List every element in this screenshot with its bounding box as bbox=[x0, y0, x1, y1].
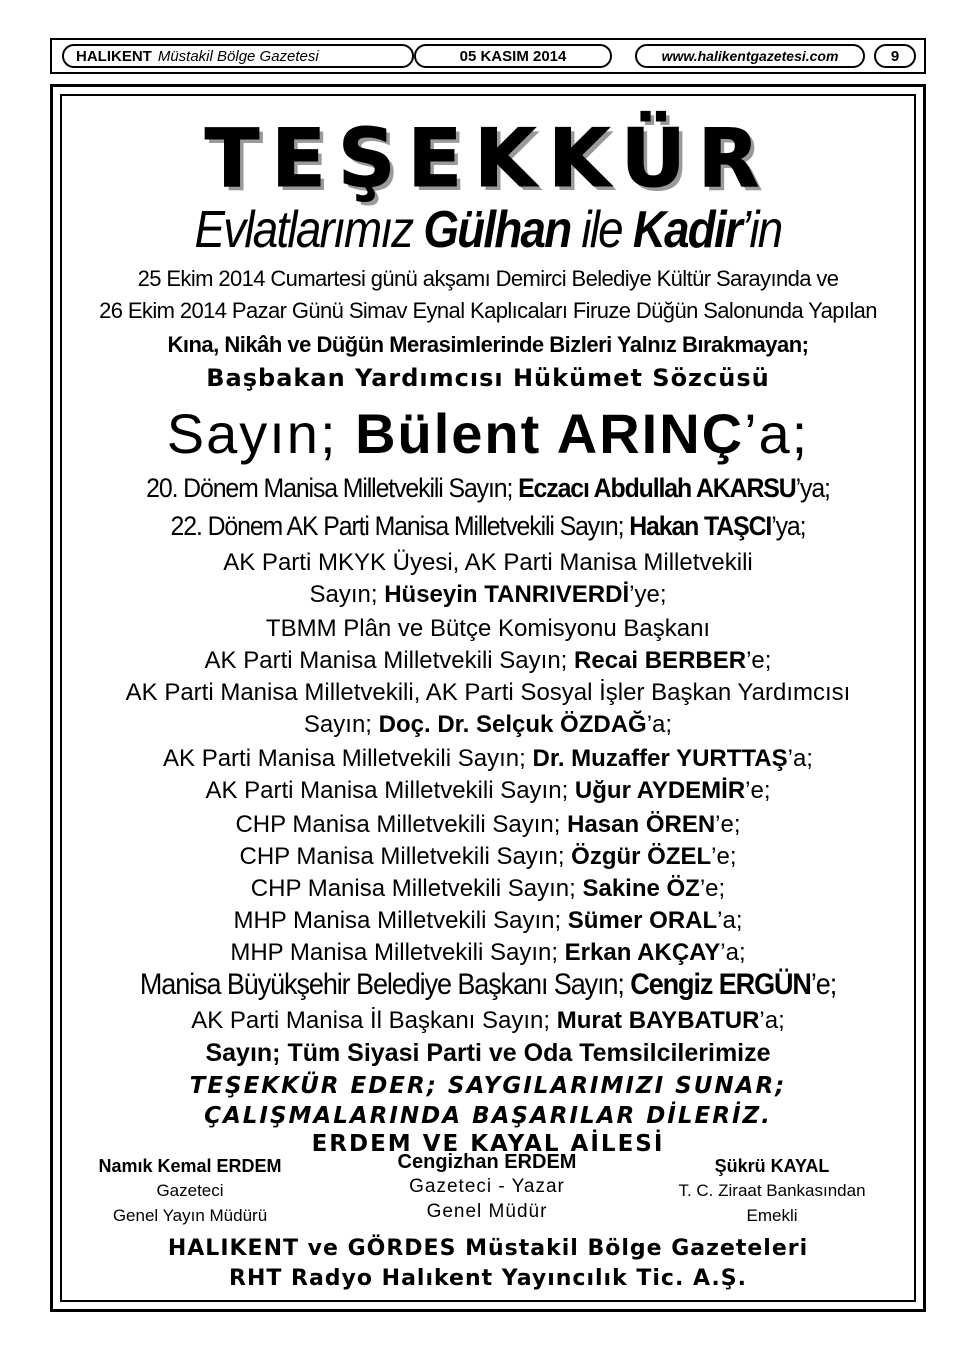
honoree-prefix: Sayın; bbox=[166, 402, 356, 465]
deputy-line-1 bbox=[96, 472, 880, 504]
mp-prefix: Sayın; bbox=[303, 711, 379, 738]
mp-name: Hasan ÖREN bbox=[567, 811, 716, 838]
intro-line-3: Kına, Nikâh ve Düğün Merasimlerinde Bizleri Yalnız Bırakmayan; bbox=[167, 332, 809, 357]
signatory-name: Namık Kemal ERDEM bbox=[98, 1156, 282, 1176]
footer-line-2: RHT Radyo Halıkent Yayıncılık Tic. A.Ş. bbox=[229, 1266, 747, 1291]
office-title: Başbakan Yardımcısı Hükümet Sözcüsü bbox=[206, 364, 770, 392]
mp-suffix: ’a; bbox=[720, 939, 746, 966]
mp-line-4 bbox=[62, 842, 914, 872]
mp-name: Erkan AKÇAY bbox=[564, 939, 721, 966]
mp-suffix: ’e; bbox=[715, 811, 741, 838]
thank-you-ad bbox=[62, 96, 914, 1300]
mp-name: Recai BERBER bbox=[574, 647, 747, 674]
provincial-prefix: AK Parti Manisa İl Başkanı Sayın; bbox=[191, 1007, 557, 1034]
footer-line-1: HALIKENT ve GÖRDES Müstakil Bölge Gazeteleri bbox=[167, 1236, 809, 1261]
mp-suffix: ’a; bbox=[646, 711, 673, 738]
subtitle-prefix: Evlatlarımız bbox=[194, 201, 424, 259]
intro-line-1: 25 Ekim 2014 Cumartesi günü akşamı Demirci Belediye Kültür Sarayında ve bbox=[137, 266, 839, 291]
mp-line-3 bbox=[62, 810, 914, 840]
main-honoree bbox=[62, 402, 914, 466]
child-name-2: Kadir bbox=[632, 201, 741, 259]
mp-prefix: AK Parti Manisa Milletvekili Sayın; bbox=[163, 745, 533, 772]
signatory-2 bbox=[357, 1150, 617, 1224]
mp-line-2 bbox=[62, 776, 914, 806]
mp-suffix: ’e; bbox=[711, 843, 737, 870]
signatory-position: Genel Müdür bbox=[426, 1201, 548, 1222]
tanriverdi-role: AK Parti MKYK Üyesi, AK Parti Manisa Milletvekili bbox=[223, 549, 753, 576]
deputy-suffix: ’ya; bbox=[795, 473, 830, 503]
signatory-title: Gazeteci - Yazar bbox=[409, 1176, 565, 1197]
newspaper-header bbox=[50, 38, 926, 74]
mp-name: Sümer ORAL bbox=[567, 907, 718, 934]
mp-suffix: ’a; bbox=[787, 745, 813, 772]
mp-line-6 bbox=[62, 906, 914, 936]
berber-role: TBMM Plân ve Bütçe Komisyonu Başkanı bbox=[265, 615, 711, 642]
thanks-line-1: TEŞEKKÜR EDER; SAYGILARIMIZI SUNAR; bbox=[189, 1073, 787, 1099]
ozdag-role: AK Parti Manisa Milletvekili, AK Parti Sosyal İşler Başkan Yardımcısı bbox=[125, 679, 851, 706]
tanriverdi-line bbox=[62, 580, 914, 610]
mp-suffix: ’e; bbox=[699, 875, 726, 902]
mp-line-7 bbox=[62, 938, 914, 968]
mayor-prefix: Manisa Büyükşehir Belediye Başkanı Sayın; bbox=[139, 968, 631, 1001]
signatory-name: Cengizhan ERDEM bbox=[397, 1151, 577, 1173]
deputy-name: Hakan TAŞCI bbox=[629, 511, 772, 541]
mp-name: Özgür ÖZEL bbox=[571, 843, 712, 870]
mp-prefix: MHP Manisa Milletvekili Sayın; bbox=[233, 907, 568, 934]
signatory-title: Gazeteci bbox=[156, 1181, 224, 1200]
mp-name: Doç. Dr. Selçuk ÖZDAĞ bbox=[378, 711, 647, 738]
website-link[interactable]: www.halikentgazetesi.com bbox=[635, 44, 865, 68]
page-number: 9 bbox=[874, 44, 916, 68]
mayor-suffix: ’e; bbox=[810, 968, 837, 1001]
mp-name: Sakine ÖZ bbox=[582, 875, 700, 902]
mp-name: Hüseyin TANRIVERDİ bbox=[384, 581, 630, 608]
provincial-suffix: ’a; bbox=[759, 1007, 785, 1034]
mp-prefix: CHP Manisa Milletvekili Sayın; bbox=[250, 875, 583, 902]
mp-suffix: ’e; bbox=[745, 777, 771, 804]
signatory-position: Genel Yayın Müdürü bbox=[112, 1206, 268, 1225]
paper-tagline: Müstakil Bölge Gazetesi bbox=[157, 47, 319, 65]
deputy-line-2 bbox=[96, 510, 880, 542]
mp-line-1 bbox=[62, 744, 914, 774]
mayor-line bbox=[105, 968, 872, 1002]
ozdag-line bbox=[62, 710, 914, 740]
mp-suffix: ’ye; bbox=[629, 581, 667, 608]
ad-title: TEŞEKKÜR bbox=[204, 112, 772, 205]
signatory-position: Emekli bbox=[746, 1206, 798, 1225]
all-representatives-line: Sayın; Tüm Siyasi Parti ve Oda Temsilcilerimize bbox=[205, 1039, 771, 1067]
subtitle-suffix: ’in bbox=[740, 201, 782, 259]
mp-suffix: ’a; bbox=[717, 907, 743, 934]
mp-prefix: Sayın; bbox=[309, 581, 385, 608]
signatory-name: Şükrü KAYAL bbox=[714, 1156, 830, 1176]
mp-name: Dr. Muzaffer YURTTAŞ bbox=[532, 745, 788, 772]
honoree-name: Bülent ARINÇ bbox=[355, 402, 745, 465]
signatory-1 bbox=[60, 1154, 320, 1228]
intro-line-2: 26 Ekim 2014 Pazar Günü Simav Eynal Kaplıcaları Firuze Düğün Salonunda Yapılan bbox=[99, 298, 877, 323]
paper-name-pill bbox=[62, 44, 414, 68]
provincial-line bbox=[62, 1006, 914, 1036]
mp-prefix: AK Parti Manisa Milletvekili Sayın; bbox=[205, 777, 575, 804]
mp-prefix: CHP Manisa Milletvekili Sayın; bbox=[235, 811, 568, 838]
provincial-name: Murat BAYBATUR bbox=[556, 1007, 760, 1034]
deputy-suffix: ’ya; bbox=[771, 511, 806, 541]
mayor-name: Cengiz ERGÜN bbox=[630, 968, 811, 1001]
paper-name: HALIKENT bbox=[76, 47, 152, 65]
honoree-suffix: ’a; bbox=[744, 402, 810, 465]
mp-prefix: AK Parti Manisa Milletvekili Sayın; bbox=[204, 647, 575, 674]
mp-suffix: ’e; bbox=[746, 647, 772, 674]
signatory-3 bbox=[642, 1154, 902, 1228]
berber-line bbox=[62, 646, 914, 676]
signatory-title: T. C. Ziraat Bankasından bbox=[678, 1181, 866, 1200]
child-name-1: Gülhan bbox=[423, 201, 571, 259]
deputy-name: Eczacı Abdullah AKARSU bbox=[518, 473, 796, 503]
deputy-prefix: 20. Dönem Manisa Milletvekili Sayın; bbox=[146, 473, 519, 503]
subtitle-middle: ile bbox=[570, 201, 633, 259]
deputy-prefix: 22. Dönem AK Parti Manisa Milletvekili Sayın; bbox=[170, 511, 630, 541]
issue-date: 05 KASIM 2014 bbox=[414, 44, 612, 68]
mp-line-5 bbox=[62, 874, 914, 904]
mp-name: Uğur AYDEMİR bbox=[574, 777, 746, 804]
ad-subtitle bbox=[113, 200, 863, 260]
mp-prefix: CHP Manisa Milletvekili Sayın; bbox=[239, 843, 572, 870]
mp-prefix: MHP Manisa Milletvekili Sayın; bbox=[230, 939, 565, 966]
thanks-line-2: ÇALIŞMALARINDA BAŞARILAR DİLERİZ. bbox=[204, 1103, 772, 1129]
family-name: ERDEM VE KAYAL AİLESİ bbox=[311, 1131, 665, 1157]
